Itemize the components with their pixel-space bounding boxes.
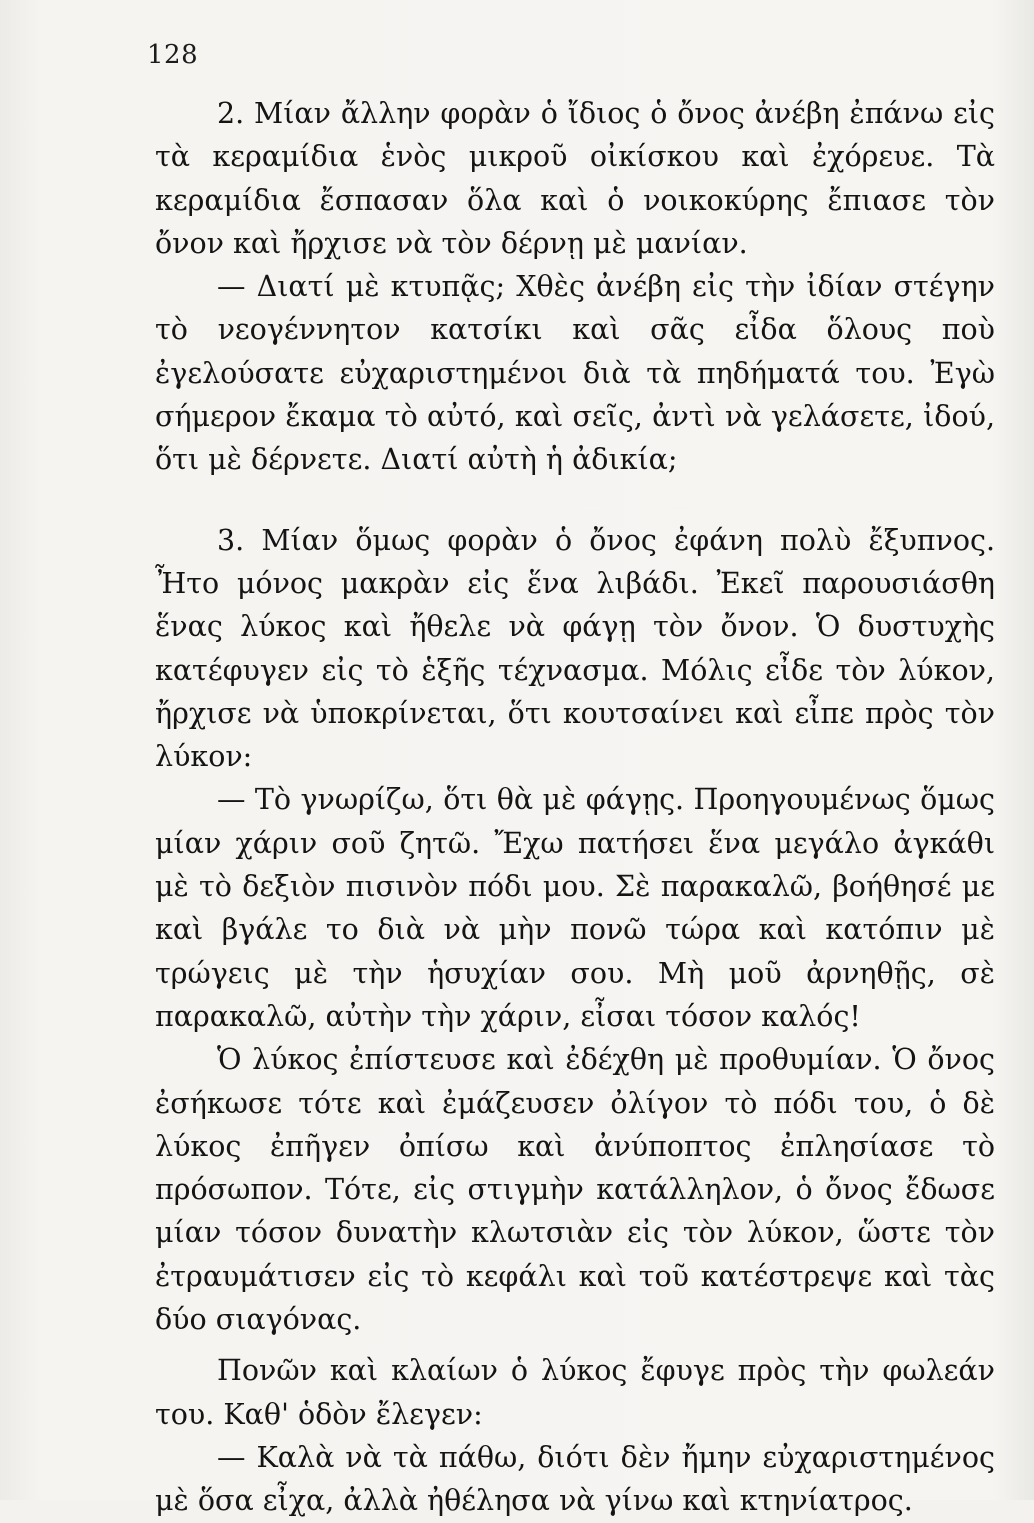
paragraph-2-donkey-speech: — Διατί μὲ κτυπᾷς; Χθὲς ἀνέβη εἰς τὴν ἰδίαν στέγην τὸ νεογέννητον κατσίκι καὶ σᾶς εἶδα ὅλους ποὺ ἐγελούσατε εὐχαριστημένοι διὰ τὰ πηδήματά του. Ἐγὼ σήμερον ἔκαμα τὸ αὐτό, καὶ σεῖς, ἀντὶ νὰ γελάσετε, ἰδού, ὅτι μὲ δέρνετε. Διατί αὐτὴ ἡ ἀδικία; <box>155 270 995 477</box>
paragraph-2-intro: 2. Μίαν ἄλλην φορὰν ὁ ἴδιος ὁ ὄνος ἀνέβη ἐπάνω εἰς τὰ κεραμίδια ἑνὸς μικροῦ οἰκίσκου καὶ ἐχόρευε. Τὰ κεραμίδια ἔσπασαν ὅλα καὶ ὁ νοικοκύρης ἔπιασε τὸν ὄνον καὶ ἤρχισε νὰ τὸν δέρνῃ μὲ μανίαν. <box>155 97 995 260</box>
paragraph-3-wolf-moral: — Καλὰ νὰ τὰ πάθω, διότι δὲν ἤμην εὐχαριστημένος μὲ ὅσα εἶχα, ἀλλὰ ἠθέλησα νὰ γίνω καὶ κτηνίατρος. <box>155 1440 995 1518</box>
paragraph-3-kick: Ὁ λύκος ἐπίστευσε καὶ ἐδέχθη μὲ προθυμίαν. Ὁ ὄνος ἐσήκωσε τότε καὶ ἐμάζευσεν ὀλίγον τὸ πόδι του, ὁ δὲ λύκος ἐπῆγεν ὀπίσω καὶ ἀνύποπτος ἐπλησίασε τὸ πρόσωπον. Τότε, εἰς στιγμὴν κατάλληλον, ὁ ὄνος ἔδωσε μίαν τόσον δυνατὴν κλωτσιὰν εἰς τὸν λύκον, ὥστε τὸν ἐτραυμάτισεν εἰς τὸ κεφάλι καὶ τοῦ κατέστρεψε καὶ τὰς δύο σιαγόνας. <box>155 1043 995 1337</box>
paragraph-3-donkey-plea: — Τὸ γνωρίζω, ὅτι θὰ μὲ φάγῃς. Προηγουμένως ὅμως μίαν χάριν σοῦ ζητῶ. Ἔχω πατήσει ἕνα μεγάλο ἀγκάθι μὲ τὸ δεξιὸν πισινὸν πόδι μου. Σὲ παρακαλῶ, βοήθησέ με καὶ βγάλε το διὰ νὰ μὴν πονῶ τώρα καὶ κατόπιν μὲ τρώγεις μὲ τὴν ἡσυχίαν σου. Μὴ μοῦ ἀρνηθῇς, σὲ παρακαλῶ, αὐτὴν τὴν χάριν, εἶσαι τόσον καλός! <box>155 783 995 1033</box>
paragraph-spacer <box>155 1341 995 1349</box>
page-number: 128 <box>147 40 199 70</box>
section-spacer <box>155 482 995 519</box>
story-text <box>155 92 995 1523</box>
paragraph-3-intro: 3. Μίαν ὅμως φορὰν ὁ ὄνος ἐφάνη πολὺ ἔξυπνος. Ἦτο μόνος μακρὰν εἰς ἕνα λιβάδι. Ἐκεῖ παρουσιάσθη ἕνας λύκος καὶ ἤθελε νὰ φάγῃ τὸν ὄνον. Ὁ δυστυχὴς κατέφυγεν εἰς τὸ ἑξῆς τέχνασμα. Μόλις εἶδε τὸν λύκον, ἤρχισε νὰ ὑποκρίνεται, ὅτι κουτσαίνει καὶ εἶπε πρὸς τὸν λύκον: <box>155 523 995 774</box>
paragraph-3-wolf-leaves: Πονῶν καὶ κλαίων ὁ λύκος ἔφυγε πρὸς τὴν φωλεάν του. Καθ' ὁδὸν ἔλεγεν: <box>155 1354 995 1431</box>
